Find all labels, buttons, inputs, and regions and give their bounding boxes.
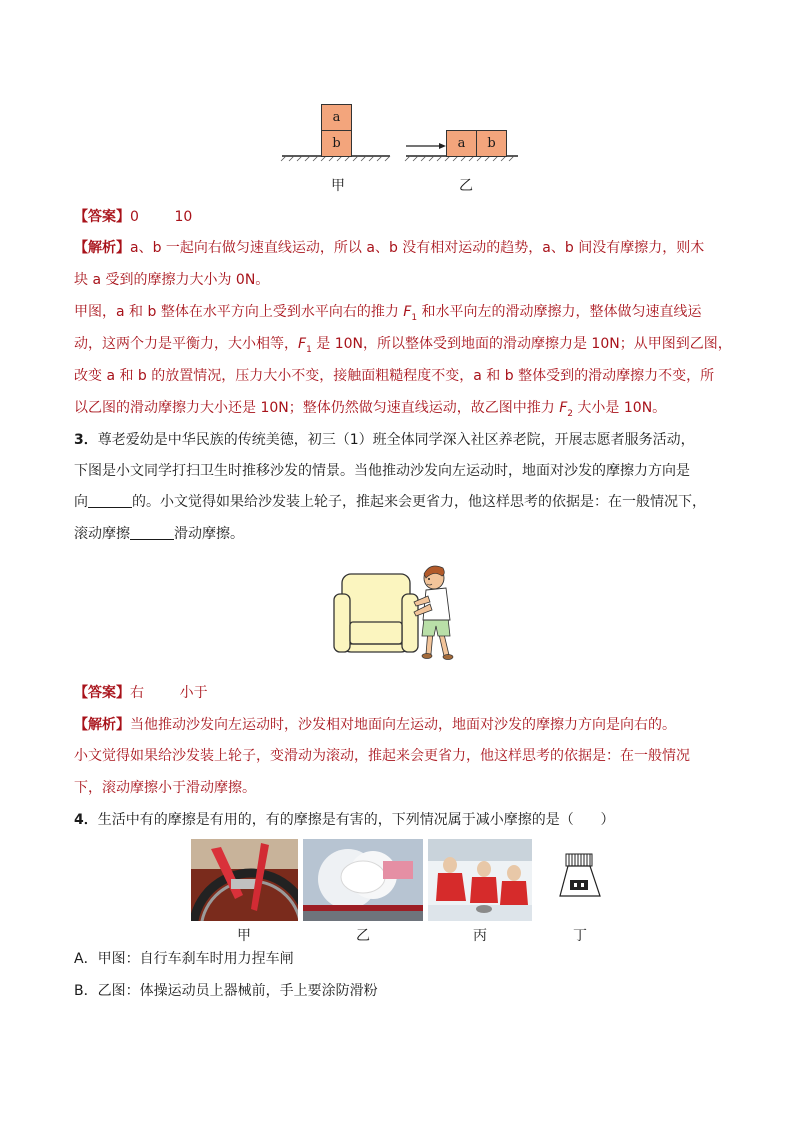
figure1-caption-right: 乙 <box>459 178 473 194</box>
q3-answer: 【答案】右 小于 <box>74 685 208 701</box>
q3-stem-line2: 下图是小文同学打扫卫生时推移沙发的情景。当他推动沙发向左运动时，地面对沙发的摩擦力方向是 <box>74 463 690 479</box>
q2-analysis-line1: 【解析】a、b 一起向右做匀速直线运动，所以 a、b 没有相对运动的趋势，a、b 间没有摩擦力，则木 <box>74 240 705 256</box>
photo-chalk-hands <box>303 839 423 921</box>
q4-caption-4: 丁 <box>573 928 587 944</box>
block-b-stacked: b <box>321 130 352 157</box>
sofa-image <box>334 574 418 652</box>
q4-caption-2: 乙 <box>356 928 370 944</box>
photo-curling <box>428 839 532 921</box>
figure1-caption-left: 甲 <box>331 178 345 194</box>
q3-blank-1[interactable] <box>88 493 132 508</box>
photo-bike-brake <box>191 839 298 921</box>
q3-blank-2[interactable] <box>130 525 174 540</box>
q3-stem-line3: 向 的。小文觉得如果给沙发装上轮子，推起来会更省力，他这样思考的依据是：在一般情况下， <box>74 494 706 510</box>
q3-analysis-line1: 【解析】当他推动沙发向左运动时，沙发相对地面向左运动，地面对沙发的摩擦力方向是向右的。 <box>74 717 676 733</box>
boy-figure <box>414 566 453 660</box>
q3-stem-line1: 3．尊老爱幼是中华民族的传统美德，初三（1）班全体同学深入社区养老院，开展志愿者服务活动， <box>74 432 695 448</box>
q2-analysis-line3: 甲图，a 和 b 整体在水平方向上受到水平向右的推力 $F_1$ 和水平向左的滑动摩擦力，整体做匀速直线运 <box>74 304 702 323</box>
block-a-stacked: a <box>321 104 352 131</box>
sofa-push-illustration <box>330 560 470 665</box>
q4-option-a[interactable]: A．甲图：自行车刹车时用力捏车闸 <box>74 951 294 967</box>
push-arrowhead <box>439 143 446 149</box>
block-a-side: a <box>446 130 477 157</box>
block-b-side: b <box>476 130 507 157</box>
q2-answer: 【答案】0 10 <box>74 209 193 225</box>
q3-analysis-line2: 小文觉得如果给沙发装上轮子，变滑动为滚动，推起来会更省力，他这样思考的依据是：在一般情况 <box>74 748 690 764</box>
q4-option-b[interactable]: B．乙图：体操运动员上器械前，手上要涂防滑粉 <box>74 983 378 999</box>
q2-analysis-line4: 动，这两个力是平衡力，大小相等，$F_1$ 是 10N，所以整体受到地面的滑动摩擦力是 10N；从甲图到乙图， <box>74 336 732 355</box>
q2-analysis-line2: 块 a 受到的摩擦力大小为 0N。 <box>74 272 270 288</box>
q4-stem: 4．生活中有的摩擦是有用的，有的摩擦是有害的，下列情况属于减小摩擦的是（ ） <box>74 812 615 828</box>
q3-analysis-line3: 下，滚动摩擦小于滑动摩擦。 <box>74 780 256 796</box>
q4-caption-3: 丙 <box>473 928 487 944</box>
q3-stem-line4: 滚动摩擦 滑动摩擦。 <box>74 526 244 542</box>
q2-analysis-line6: 以乙图的滑动摩擦力大小还是 10N；整体仍然做匀速直线运动，故乙图中推力 $F_2$ 大小是 10N。 <box>74 400 667 419</box>
bottle-cap-figure <box>556 850 604 902</box>
q4-caption-1: 甲 <box>237 928 251 944</box>
q2-analysis-line5: 改变 a 和 b 的放置情况，压力大小不变，接触面粗糙程度不变，a 和 b 整体受到的滑动摩擦力不变，所 <box>74 368 715 384</box>
